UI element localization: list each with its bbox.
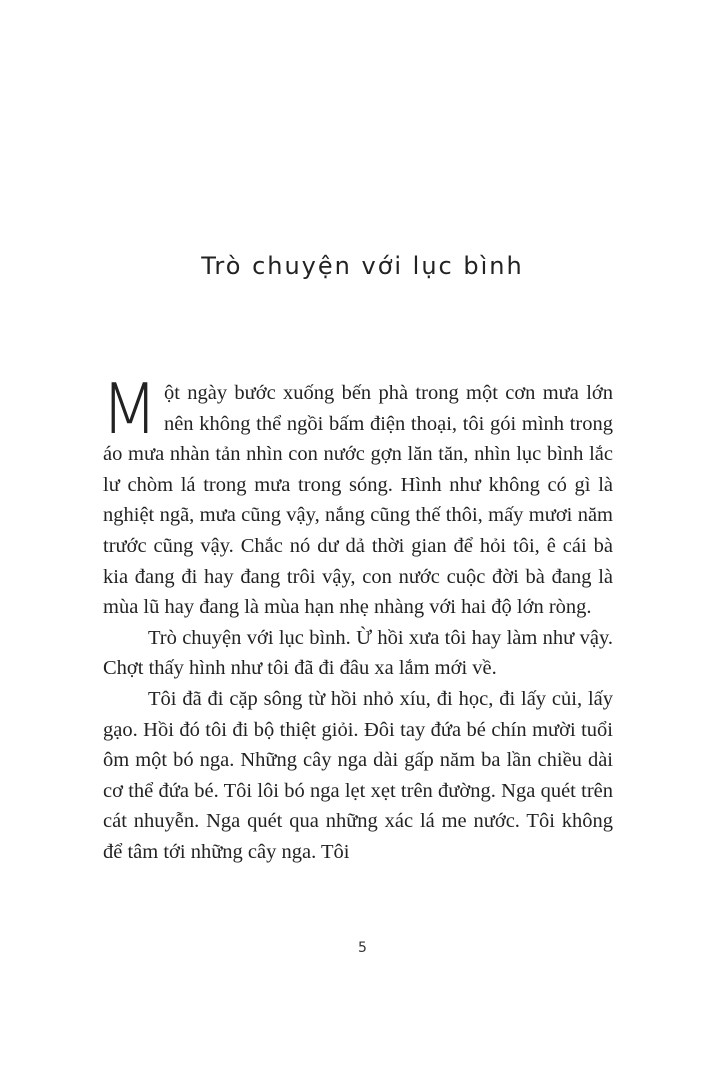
paragraph-1-text: ột ngày bước xuống bến phà trong một cơn mưa lớn nên không thể ngồi bấm điện thoại, tôi gói mình trong áo mưa nhàn tản nhìn con nước gợn lăn tăn, nhìn lục bình lắc lư chòm lá trong mưa trong sóng. Hình như không có gì là nghiệt ngã, mưa cũng vậy, nắng cũng thế thôi, mấy mươi năm trước cũng vậy. Chắc nó dư dả thời gian để hỏi tôi, ê cái bà kia đang đi hay đang trôi vậy, con nước cuộc đời bà đang là mùa lũ hay đang là mùa hạn nhẹ nhàng với hai độ lớn ròng. bbox=[103, 382, 613, 619]
body-text bbox=[101, 369, 613, 868]
paragraph-3: Tôi đã đi cặp sông từ hồi nhỏ xíu, đi học, đi lấy củi, lấy gạo. Hồi đó tôi đi bộ thiệt giỏi. Đôi tay đứa bé chín mười tuổi ôm một bó nga. Những cây nga dài gấp năm ba lần chiều dài cơ thể đứa bé. Tôi lôi bó nga lẹt xẹt trên đường. Nga quét trên cát nhuyễn. Nga quét qua những xác lá me nước. Tôi không để tâm tới những cây nga. Tôi bbox=[103, 687, 613, 863]
chapter-title: Trò chuyện với lục bình bbox=[201, 252, 524, 280]
paragraph-1 bbox=[101, 369, 613, 623]
drop-cap: M bbox=[101, 369, 158, 450]
page-number: 5 bbox=[358, 940, 367, 956]
paragraph-2: Trò chuyện với lục bình. Ừ hồi xưa tôi hay làm như vậy. Chợt thấy hình như tôi đã đi đâu xa lắm mới về. bbox=[103, 626, 613, 680]
